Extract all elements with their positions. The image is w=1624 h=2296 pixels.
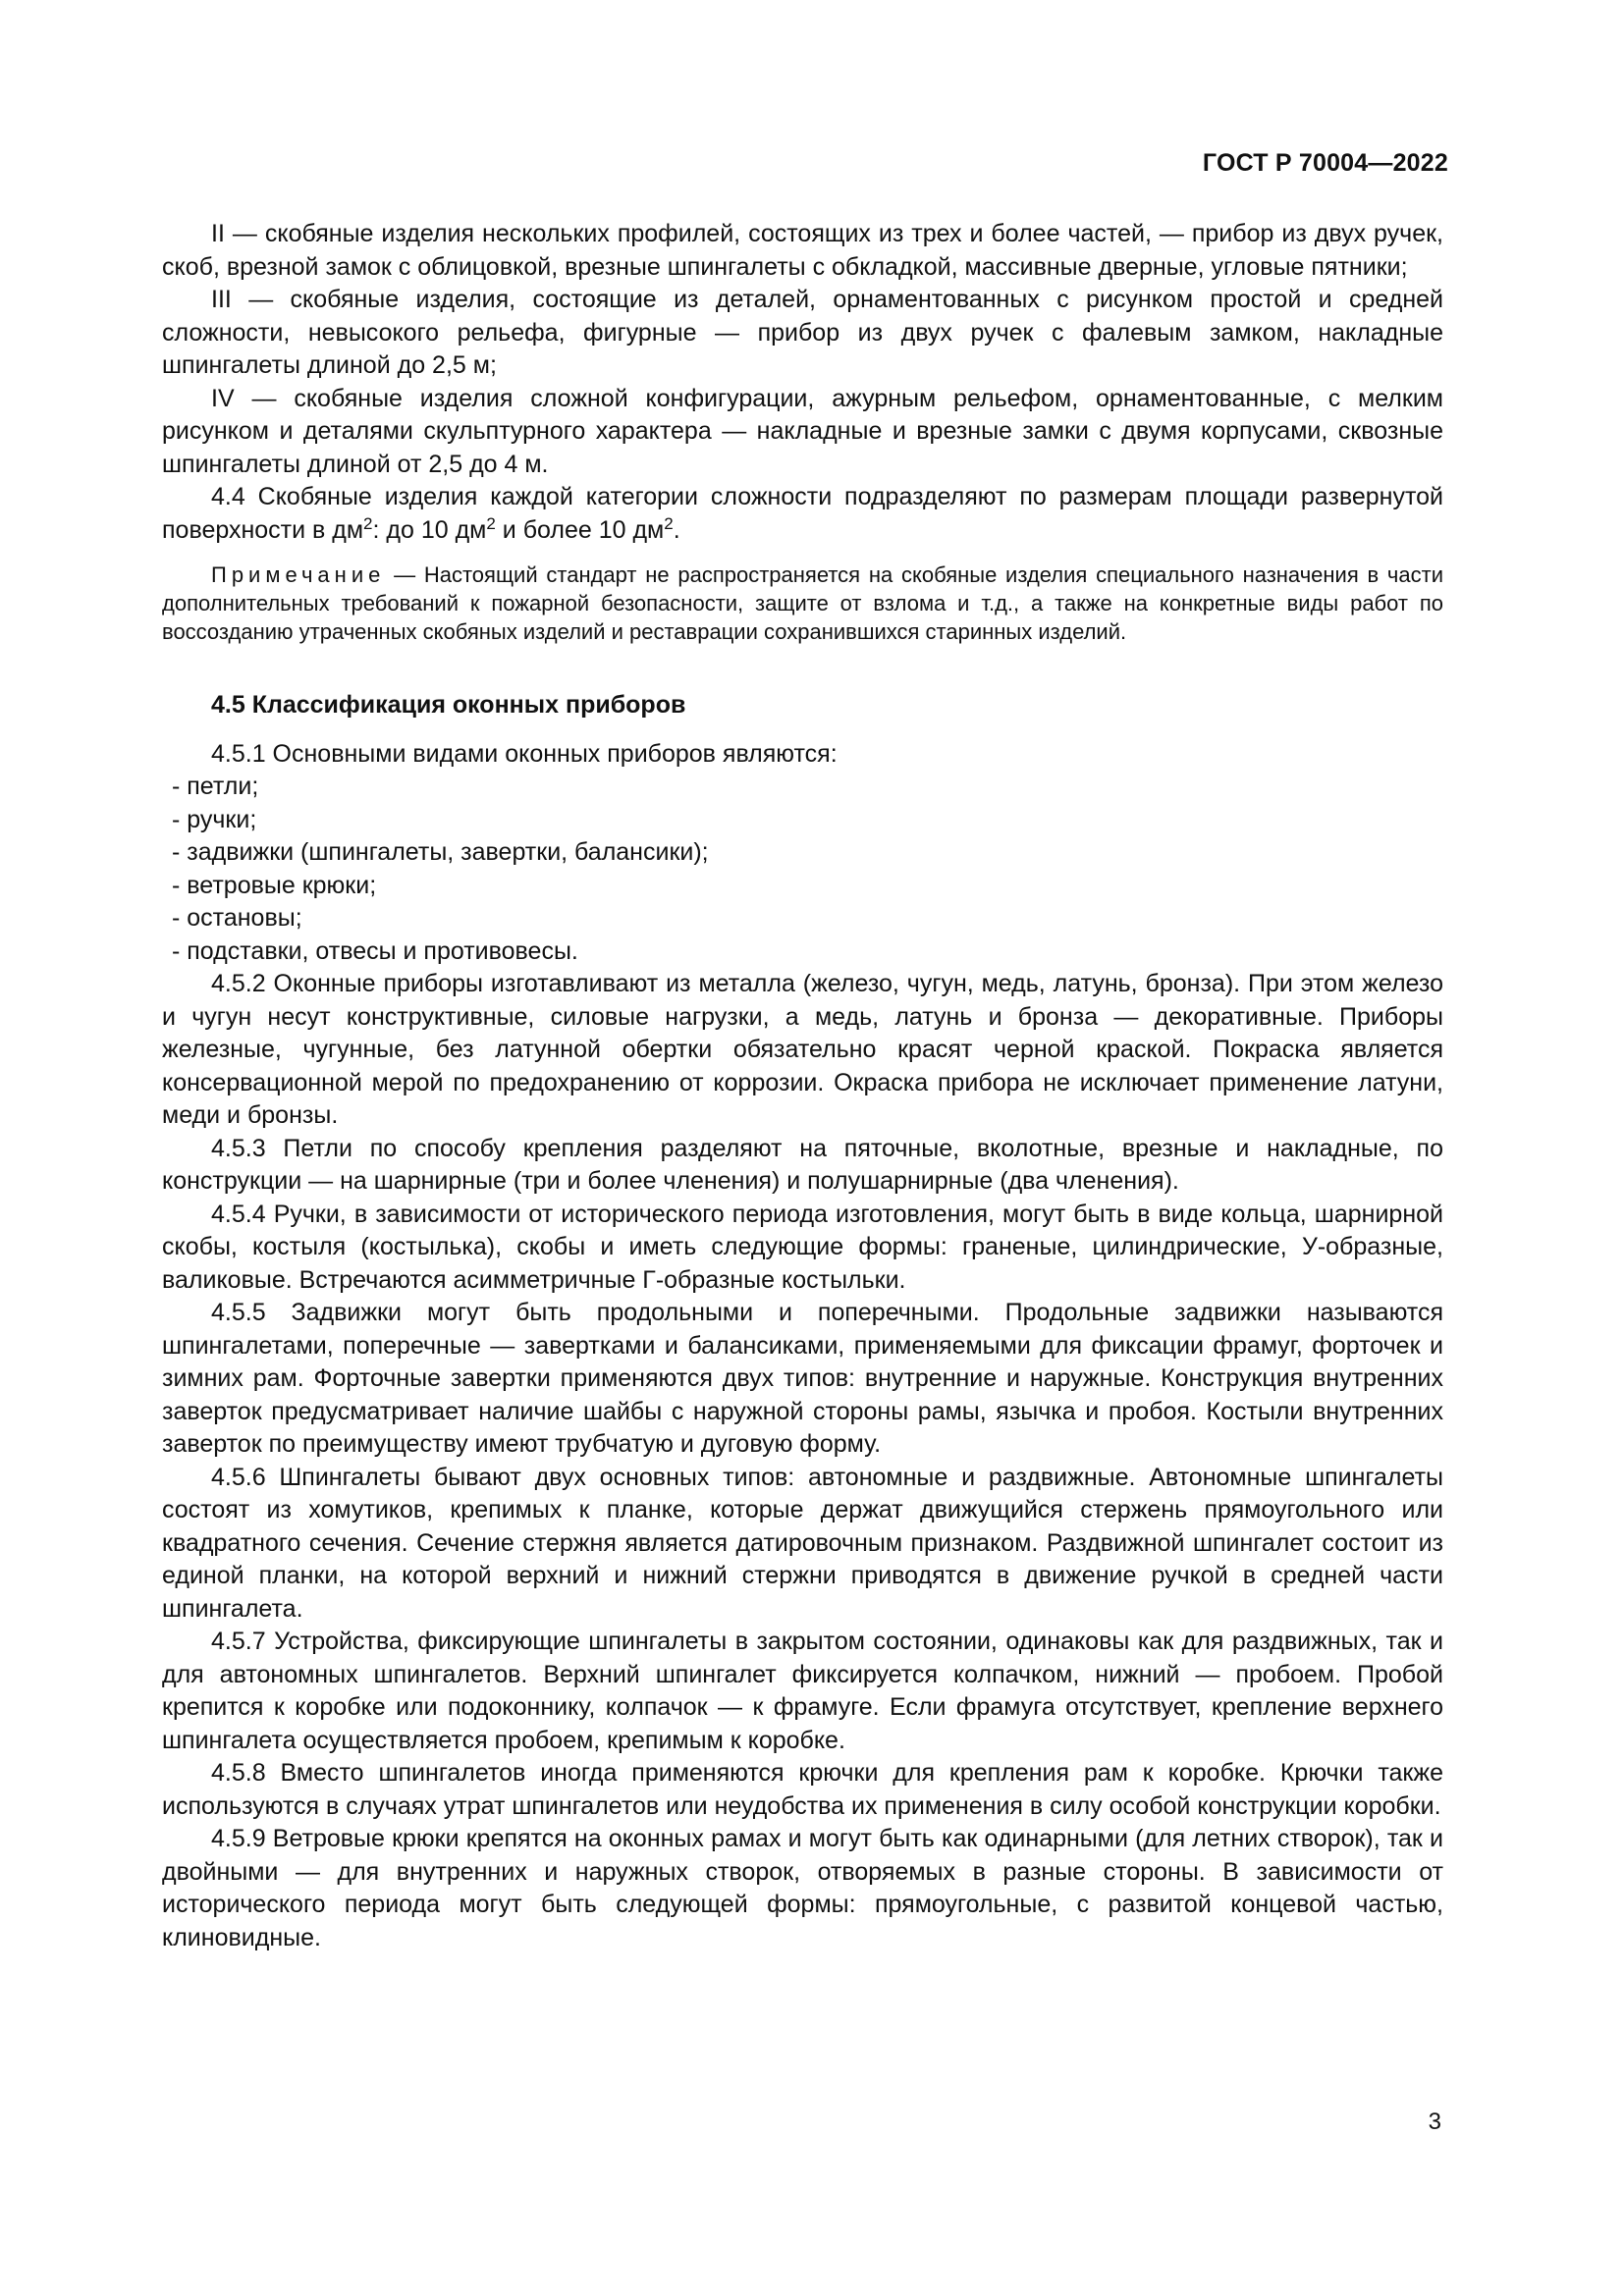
section-title: 4.5 Классификация оконных приборов	[211, 691, 686, 719]
p44-text-a: 4.4 Скобяные изделия каждой категории сложности подразделяют по размерам площади развернутой поверхности в дм	[162, 483, 1443, 544]
p44-sup-3: 2	[664, 513, 674, 533]
list-item: - задвижки (шпингалеты, завертки, балансики);	[172, 838, 709, 866]
paragraph-4-5-7: 4.5.7 Устройства, фиксирующие шпингалеты в закрытом состоянии, одинаковы как для раздвижных, так и для автономных шпингалетов. Верхний шпингалет фиксируется колпачком, нижний — пробоем. Пробой крепится к коробке или подоконнику, колпачок — к фрамуге. Если фрамуга отсутствует, крепление верхнего шпингалета осуществляется пробоем, крепимым к коробке.	[162, 1628, 1443, 1754]
list-item: - подставки, отвесы и противовесы.	[172, 936, 578, 965]
p44-text-d: .	[673, 515, 680, 544]
paragraph-4-5-2: 4.5.2 Оконные приборы изготавливают из металла (железо, чугун, медь, латунь, бронза). При этом железо и чугун несут конструктивные, силовые нагрузки, а медь, латунь и бронза — декоративные. Приборы железные, чугунные, без латунной обертки обязательно красят черной краской. Покраска является консервационной мерой по предохранению от коррозии. Окраска прибора не исключает применение латуни, меди и бронзы.	[162, 970, 1443, 1129]
paragraph-4-5-1: 4.5.1 Основными видами оконных приборов являются:	[211, 739, 838, 768]
note-text: — Настоящий стандарт не распространяется на скобяные изделия специального назначения в части дополнительных требований к пожарной безопасности, защите от взлома и т.д., а также на конкретные виды работ по воссозданию утраченных скобяных изделий и реставрации сохранившихся старинных изделий.	[162, 562, 1443, 644]
document-body	[162, 218, 1443, 1954]
paragraph-4-5-6: 4.5.6 Шпингалеты бывают двух основных типов: автономные и раздвижные. Автономные шпингалеты состоят из хомутиков, крепимых к планке, которые держат движущийся стержень прямоугольного или квадратного сечения. Сечение стержня является датировочным признаком. Раздвижной шпингалет состоит из единой планки, на которой верхний и нижний стержни приводятся в движение ручкой в средней части шпингалета.	[162, 1463, 1443, 1623]
p44-text-c: и более 10 дм	[495, 515, 665, 544]
paragraph-4-5-4: 4.5.4 Ручки, в зависимости от исторического периода изготовления, могут быть в виде кольца, шарнирной скобы, костыля (костылька), скобы и иметь следующие формы: граненые, цилиндрические, У-образные, валиковые. Встречаются асимметричные Г-образные костыльки.	[162, 1200, 1443, 1294]
list-item: - ветровые крюки;	[172, 871, 377, 899]
paragraph-4-5-9: 4.5.9 Ветровые крюки крепятся на оконных рамах и могут быть как одинарными (для летних створок), так и двойными — для внутренних и наружных створок, отворяемых в разные стороны. В зависимости от исторического периода могут быть следующей формы: прямоугольные, с развитой концевой частью, клиновидные.	[162, 1825, 1443, 1951]
list-item: - петли;	[172, 773, 259, 800]
paragraph-category-iii: III — скобяные изделия, состоящие из деталей, орнаментованных с рисунком простой и средней сложности, невысокого рельефа, фигурные — прибор из двух ручек с фалевым замком, накладные шпингалеты длиной до 2,5 м;	[162, 286, 1443, 379]
p44-sup-2: 2	[486, 513, 496, 533]
paragraph-4-4	[162, 481, 1443, 547]
paragraph-4-5-3: 4.5.3 Петли по способу крепления разделяют на пяточные, вколотные, врезные и накладные, по конструкции — на шарнирные (три и более членения) и полушарнирные (два членения).	[162, 1134, 1443, 1195]
p44-sup-1: 2	[363, 513, 373, 533]
list-item: - ручки;	[172, 805, 257, 833]
paragraph-category-iv: IV — скобяные изделия сложной конфигурации, ажурным рельефом, орнаментованные, с мелким рисунком и деталями скульптурного характера — накладные и врезные замки с двумя корпусами, сквозные шпингалеты длиной от 2,5 до 4 м.	[162, 384, 1443, 478]
note-label: Примечание	[211, 562, 386, 587]
p44-text-b: : до 10 дм	[372, 515, 487, 544]
document-code-header: ГОСТ Р 70004—2022	[1202, 149, 1448, 177]
paragraph-category-ii: II — скобяные изделия нескольких профилей, состоящих из трех и более частей, — прибор из двух ручек, скоб, врезной замок с облицовкой, врезные шпингалеты с обкладкой, массивные дверные, угловые пятники;	[162, 220, 1443, 281]
paragraph-4-5-8: 4.5.8 Вместо шпингалетов иногда применяются крючки для крепления рам к коробке. Крючки также используются в случаях утрат шпингалетов или неудобства их применения в силу особой конструкции коробки.	[162, 1759, 1443, 1820]
page-number: 3	[1428, 2109, 1441, 2135]
note-paragraph	[162, 561, 1443, 646]
list-item: - остановы;	[172, 904, 302, 932]
paragraph-4-5-5: 4.5.5 Задвижки могут быть продольными и поперечными. Продольные задвижки называются шпингалетами, поперечные — завертками и балансиками, применяемыми для фиксации фрамуг, форточек и зимних рам. Форточные завертки применяются двух типов: внутренние и наружные. Конструкция внутренних заверток предусматривает наличие шайбы с наружной стороны рамы, язычка и пробоя. Костыли внутренних заверток по преимуществу имеют трубчатую и дуговую форму.	[162, 1299, 1443, 1458]
